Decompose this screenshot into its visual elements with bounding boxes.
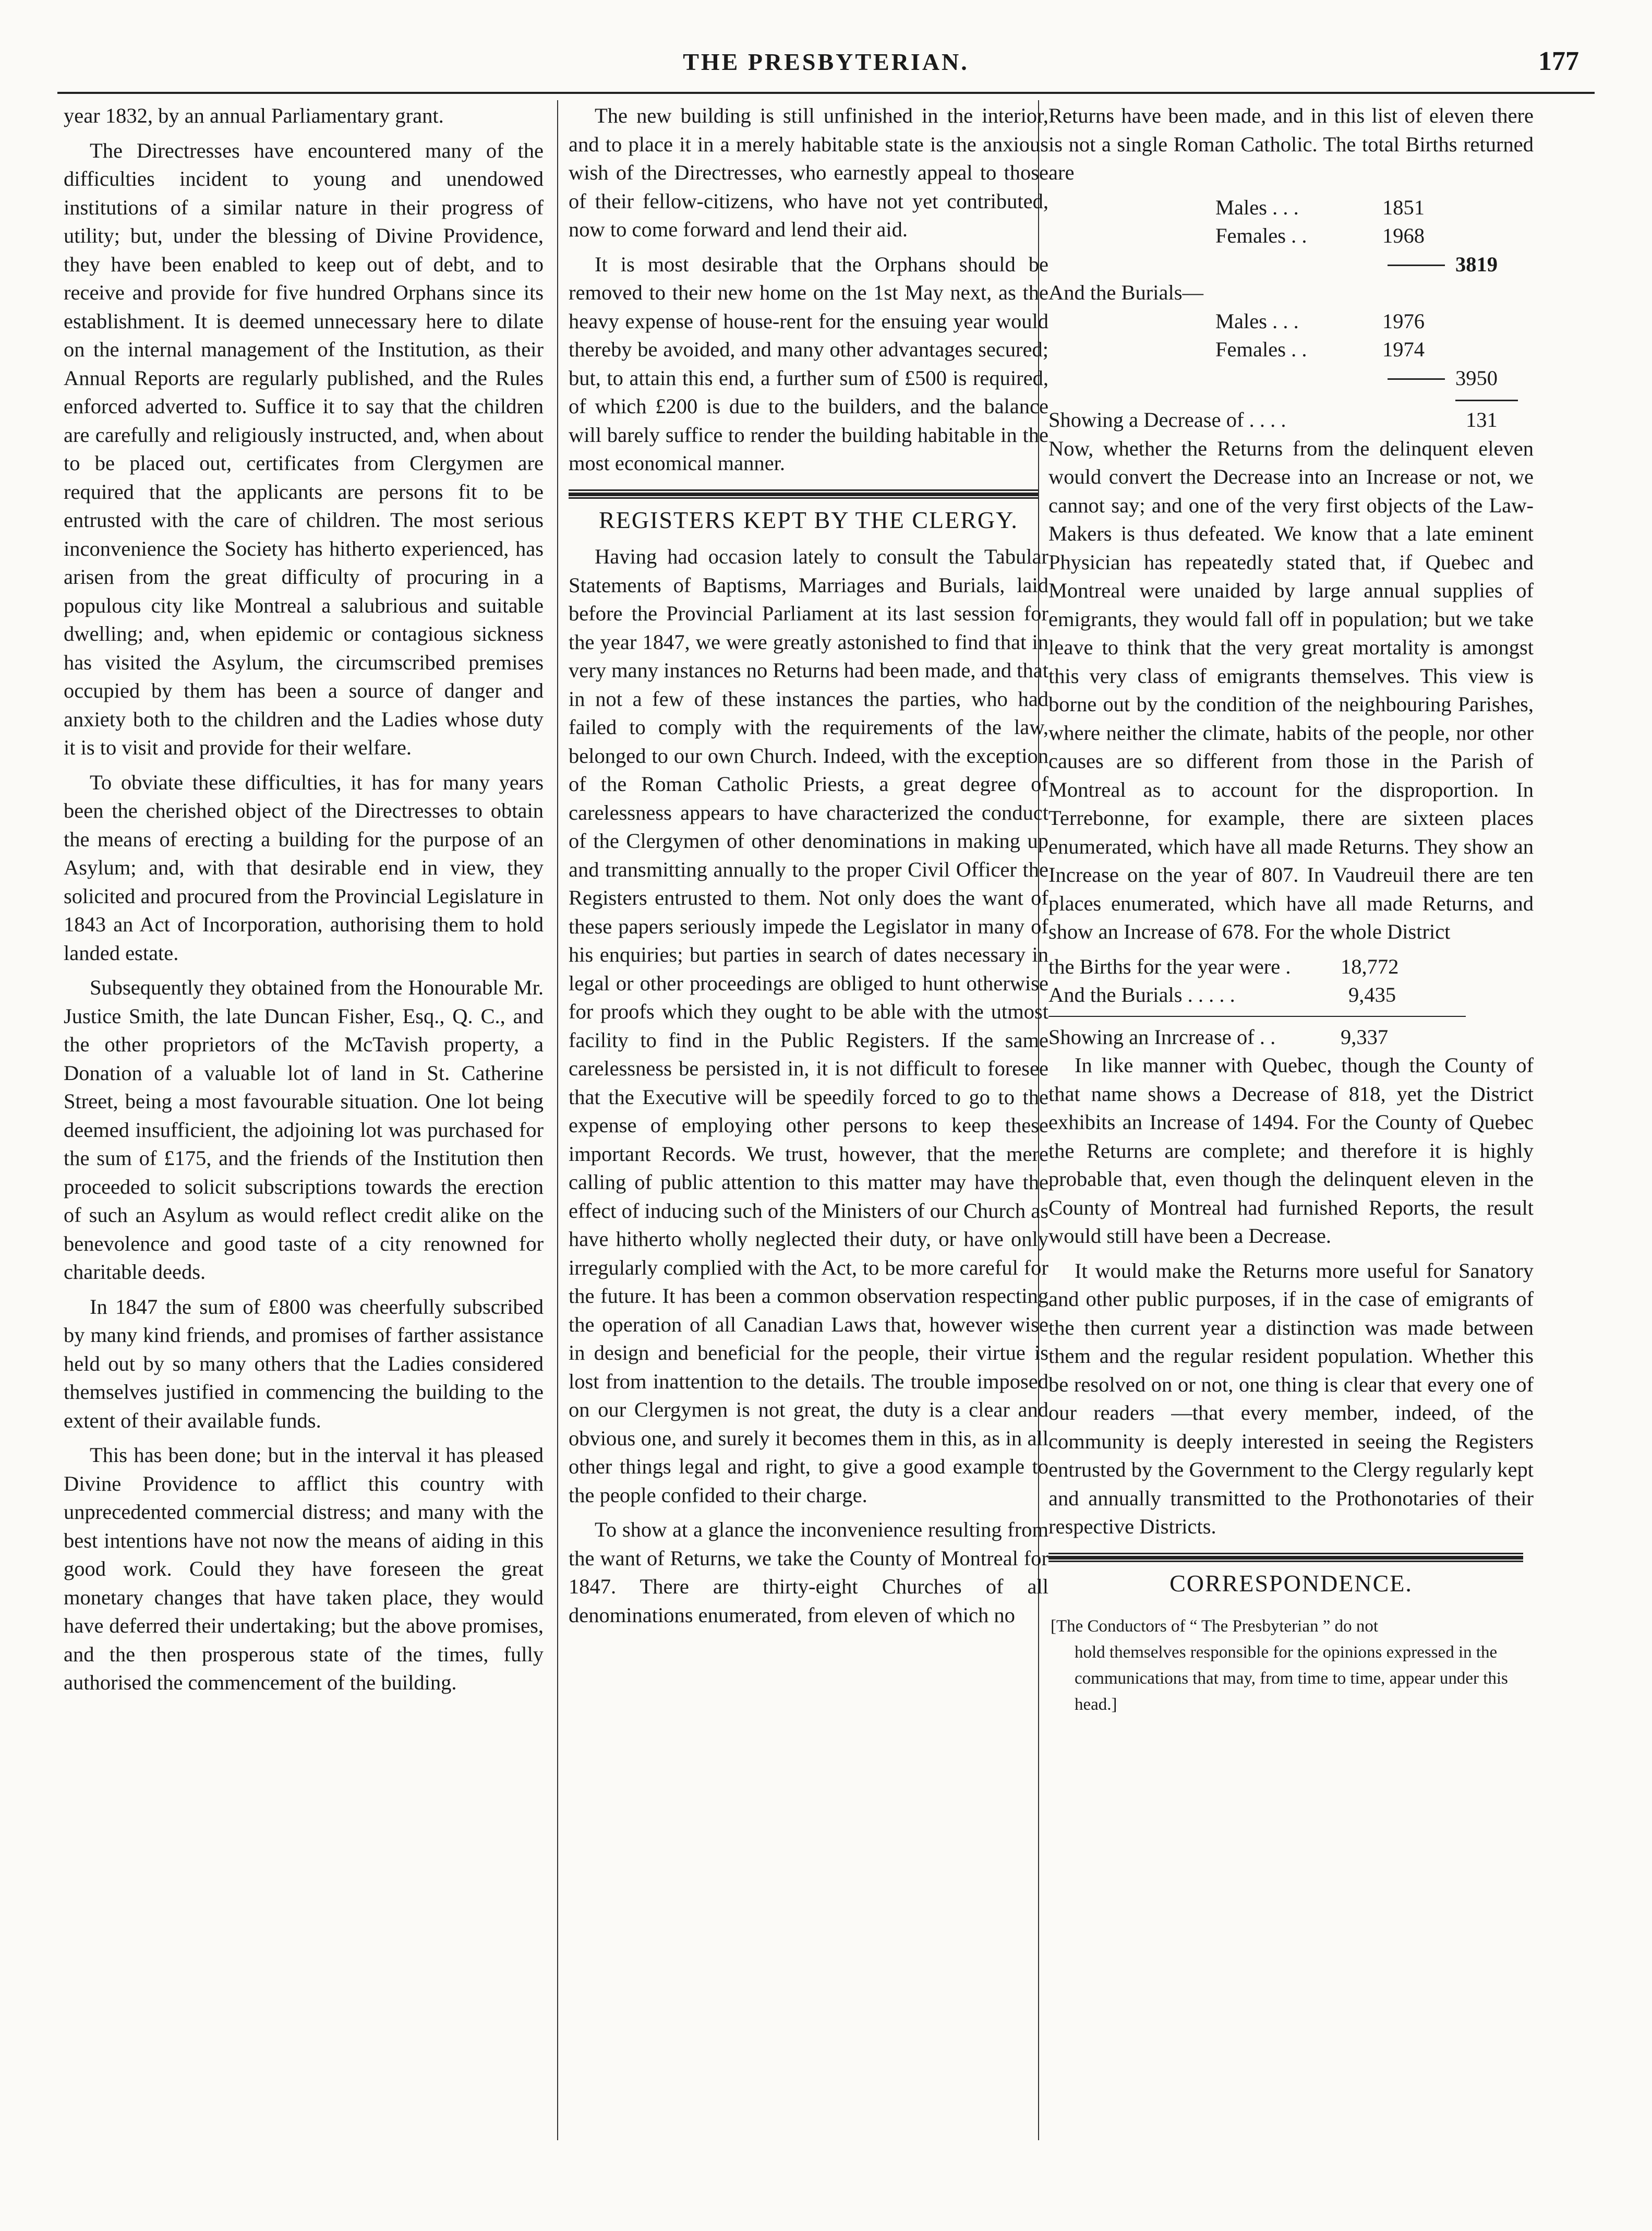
note-text: hold themselves responsible for the opinions expressed in the communications that may, from time to time, appear under this head.] [1075,1643,1508,1714]
stat-value: 1974 [1382,338,1425,361]
stat-value: 131 [1466,408,1498,431]
section-rule [1048,1553,1523,1562]
sum-rule [1048,1016,1466,1017]
running-title: THE PRESBYTERIAN. [683,49,969,75]
stat-value: 1851 [1382,195,1425,219]
paragraph: The new building is still unfinished in the interior, and to place it in a merely habitable state is the anxious wish of the Directresses, who earnestly appeal to those of their fellow-citizens, who have not yet contributed, now to come forward and lend their aid. [569,104,1048,241]
paragraph: In like manner with Quebec, though the County of that name shows a Decrease of 818, yet the District exhibits an Increase of 1494. For the County of Quebec the Returns are complete; and therefore it is highly probable that, even though the delinquent eleven in the County of Montreal had furnished Reports, the result would still have been a Decrease. [1048,1053,1534,1248]
paragraph: Returns have been made, and in this list of eleven there is not a single Roman Catholic. The total Births returned are [1048,104,1534,184]
paragraph: To obviate these difficulties, it has for many years been the cherished object of the Directresses to obtain the means of erecting a building for the purpose of an Asylum; and, with that desirable end in view, they solicited and procured from the Provincial Legislature in 1843 an Act of Incorporation, authorising them to hold landed estate. [64,770,544,965]
stat-label: Showing an Inrcrease of . . [1048,1025,1276,1049]
stat-value: 18,772 [1341,954,1399,978]
paragraph: To show at a glance the inconvenience resulting from the want of Returns, we take the County of Montreal for 1847. There are thirty-eight Churches of all denominations enumerated, from eleven of which no [569,1518,1048,1627]
paragraph: In 1847 the sum of £800 was cheerfully subscribed by many kind friends, and promises of farther assistance held out by so many others that the Ladies considered themselves justified in commencing the building to the extent of their available funds. [64,1294,544,1432]
column-divider [557,100,558,2140]
stat-label: Showing a Decrease of . . . . [1048,408,1286,431]
stat-value: 9,337 [1341,1025,1389,1049]
stat-label: Females . . [1215,224,1307,247]
paragraph: Subsequently they obtained from the Honourable Mr. Justice Smith, the late Duncan Fisher, Esq., Q. C., and the other proprietors of the McTavish property, a Donation of a valuable lot of land in St. Catherine Street, being a most favourable situation. One lot being deemed insufficient, the adjoining lot was purchased for the sum of £175, and the friends of the Institution then proceeded to solicit subscriptions towards the erection of such an Asylum as would reflect credit alike on the benevolence and good taste of a city renowned for charitable deeds. [64,976,544,1284]
section-title-correspondence: CORRESPONDENCE. [1169,1569,1413,1597]
stat-label: the Births for the year were . [1048,954,1291,978]
editorial-note [1048,1613,1534,1718]
district-table [1048,953,1534,1052]
paragraph: The Directresses have encountered many of the difficulties incident to young and unendowed institutions of a similar nature in their progress of utility; but, under the blessing of Divine Providence, they have been enabled to keep out of debt, and to receive and provide for five hundred Orphans since its establishment. It is deemed unnecessary here to dilate on the internal management of the Institution, as their Annual Reports are regularly published, and the Rules enforced adverted to. Suffice it to say that the children are carefully and religiously instructed, and, when about to be placed out, certificates from Clergymen are required that the applicants are persons fit to be entrusted with the care of children. The most serious inconvenience the Society has hitherto experienced, has arisen from the great difficulty of procuring in a populous city like Montreal a salubrious and suitable dwelling; and, when epidemic or contagious sickness has visited the Asylum, the circumscribed premises occupied by them has been a source of danger and anxiety both to the children and the Ladies whose duty it is to visit and provide for their welfare. [64,138,544,759]
note-text: [The Conductors of “ The Presbyterian ” do not [1051,1617,1379,1636]
stat-value: 1976 [1382,309,1425,333]
paragraph: This has been done; but in the interval it has pleased Divine Providence to afflict this country with unprecedented commercial distress; and many with the best intentions have not now the means of aiding in this good work. Could they have foreseen the great monetary changes that have taken place, they would have deferred their undertaking; but the above promises, and the then prosperous state of the times, fully authorised the commencement of the building. [64,1443,544,1694]
section-title-registers: REGISTERS KEPT BY THE CLERGY. [599,506,1018,533]
stat-label: And the Burials . . . . . [1048,983,1235,1006]
paragraph: It is most desirable that the Orphans should be removed to their new home on the 1st May next, as the heavy expense of house-rent for the ensuing year would thereby be avoided, and many other advantages secured; but, to attain this end, a further sum of £500 is required, of which £200 is due to the builders, and the balance will barely suffice to render the building habitable in the most economical manner. [569,252,1048,475]
paragraph: Having had occasion lately to consult the Tabular Statements of Baptisms, Marriages and Burials, laid before the Provincial Parliament at its last session for the year 1847, we were greatly astonished to find that in very many instances no Returns had been made, and that in not a few of these instances the parties, who had failed to comply with the requirements of the law, belonged to our own Church. Indeed, with the exception of the Roman Catholic Priests, a great degree of carelessness appears to have characterized the conduct of the Clergymen of other denominations in making up and transmitting annually to the proper Civil Officer the Registers entrusted to them. Not only does the want of these papers seriously impede the Legislator in many of his enquiries; but parties in search of dates necessary in legal or other proceedings are obliged to hunt otherwise for proofs which they ought to be able with the utmost facility to find in the Public Registers. If the same carelessness be persisted in, it is not difficult to foresee that the Executive will be speedily forced to go to the expense of employing other persons to keep these important Records. We trust, however, that the mere calling of public attention to this matter may have the effect of inducing such of the Ministers of our Church as have hitherto wholly neglected their duty, or have only irregularly complied with the Act, to be more careful for the future. It has been a common observation respecting the operation of all Canadian Laws that, however wise in design and beneficial for the people, their virtue is lost from inattention to the details. The trouble imposed on our Clergymen is not great, the duty is a clear and obvious one, and surely it becomes them in this, as in all other things legal and right, to give a good example to the people confided to their charge. [569,545,1048,1507]
stat-label: Males . . . [1215,309,1299,333]
page-number: 177 [1538,46,1579,76]
stat-label: Males . . . [1215,195,1299,219]
stat-value: 9,435 [1348,983,1396,1006]
sum-rule [1388,265,1445,266]
stat-total: 3819 [1455,252,1498,276]
page-header [57,38,1595,85]
header-rule [57,92,1595,94]
sum-rule [1388,378,1445,380]
births-table [1048,194,1534,435]
section-rule [569,489,1038,499]
column-3 [1048,102,1534,2137]
stat-value: 1968 [1382,224,1425,247]
stat-label: Females . . [1215,338,1307,361]
stat-total: 3950 [1455,366,1498,390]
column-1 [64,102,544,2137]
column-2 [569,102,1048,2137]
paragraph: Now, whether the Returns from the delinquent eleven would convert the Decrease into an Increase or not, we cannot say; and one of the very first objects of the Law-Makers is thus defeated. We know that a late eminent Physician has repeatedly stated that, if Quebec and Montreal were unaided by large annual supplies of emigrants, they would fall off in population; but we take leave to think that the very great mortality is amongst this very class of emigrants themselves. This view is borne out by the condition of the neighbouring Parishes, where neither the climate, habits of the people, nor other causes are so different from those in the Parish of Montreal as to account for the disproportion. In Terrebonne, for example, there are sixteen places enumerated, which have all made Returns. They show an Increase on the year of 807. In Vaudreuil there are ten places enumerated, which have all made Returns, and show an Increase of 678. For the whole District [1048,436,1534,943]
stat-heading: And the Burials— [1048,281,1203,304]
paragraph: year 1832, by an annual Parliamentary grant. [64,104,444,127]
paragraph: It would make the Returns more useful for Sanatory and other public purposes, if in the case of emigrants of the then current year a distinction was made between them and the regular resident population. Whether this be resolved on or not, one thing is clear that every one of our readers —that every member, indeed, of the community is deeply interested in seeing the Registers entrusted by the Government to the Clergy regularly kept and annually transmitted to the Prothonotaries of their respective Districts. [1048,1258,1534,1538]
sum-rule [1455,400,1518,401]
